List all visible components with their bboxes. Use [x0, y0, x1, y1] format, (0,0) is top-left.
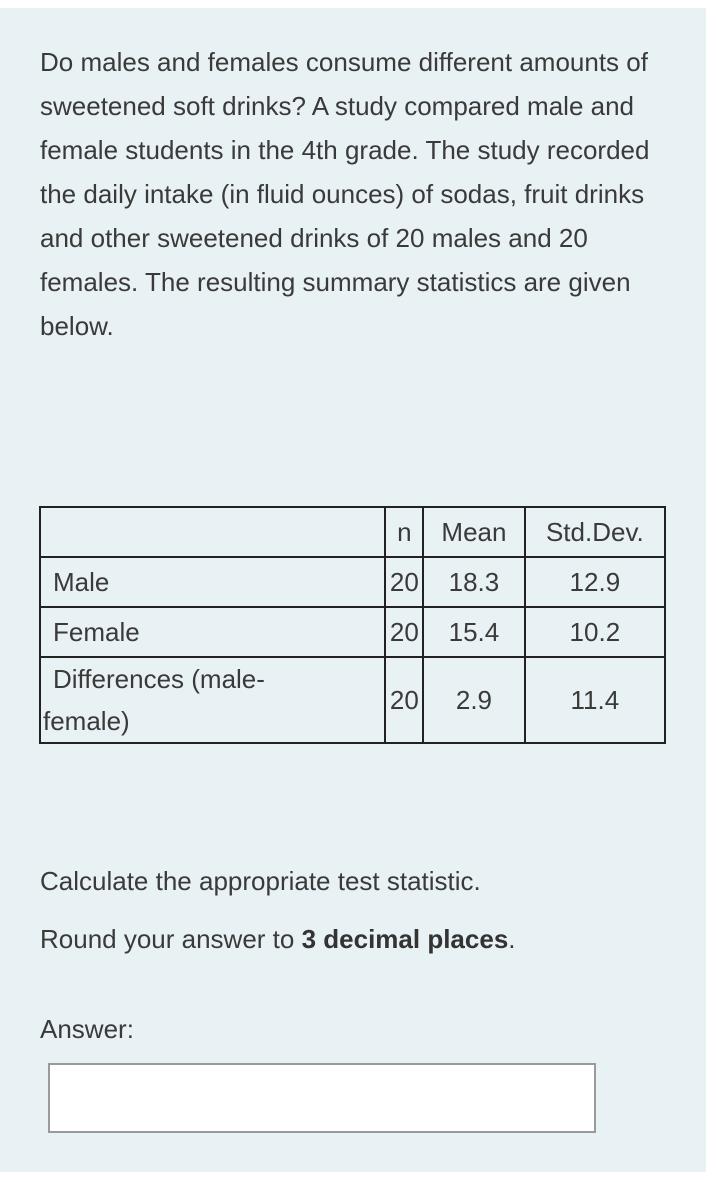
row-label	[40, 657, 385, 743]
header-std-dev: Std.Dev.	[525, 507, 665, 557]
row-label: Female	[40, 607, 385, 657]
row-n: 20	[385, 657, 423, 743]
table-row	[40, 607, 665, 657]
summary-statistics-table	[39, 506, 666, 744]
row-std-dev: 11.4	[525, 657, 665, 743]
row-std-dev: 10.2	[525, 607, 665, 657]
instruction-text: Calculate the appropriate test statistic.	[40, 866, 481, 896]
header-n: n	[385, 507, 423, 557]
header-mean: Mean	[423, 507, 525, 557]
row-std-dev: 12.9	[525, 557, 665, 607]
rounding-emphasis: 3 decimal places	[301, 924, 509, 954]
row-label: Male	[40, 557, 385, 607]
rounding-suffix: .	[508, 924, 516, 954]
row-label-line1: Differences (male-	[53, 664, 265, 694]
row-mean: 15.4	[423, 607, 525, 657]
table-header-row	[40, 507, 665, 557]
row-label-line2: female)	[43, 706, 130, 736]
table-row	[40, 557, 665, 607]
question-text: Do males and females consume different amounts of sweetened soft drinks? A study compared male and female students in the 4th grade. The study recorded the daily intake (in fluid ounces) of sodas, fruit drinks and other sweetened drinks of 20 males and 20 females. The resulting summary statistics are given below.	[40, 47, 650, 341]
row-n: 20	[385, 557, 423, 607]
header-label-cell	[40, 507, 385, 557]
row-mean: 18.3	[423, 557, 525, 607]
question-panel	[0, 8, 706, 1172]
row-n: 20	[385, 607, 423, 657]
row-mean: 2.9	[423, 657, 525, 743]
rounding-instruction	[40, 924, 516, 955]
answer-input[interactable]	[48, 1063, 596, 1133]
answer-label: Answer:	[40, 1014, 134, 1044]
table-row	[40, 657, 665, 743]
rounding-prefix: Round your answer to	[40, 924, 302, 954]
